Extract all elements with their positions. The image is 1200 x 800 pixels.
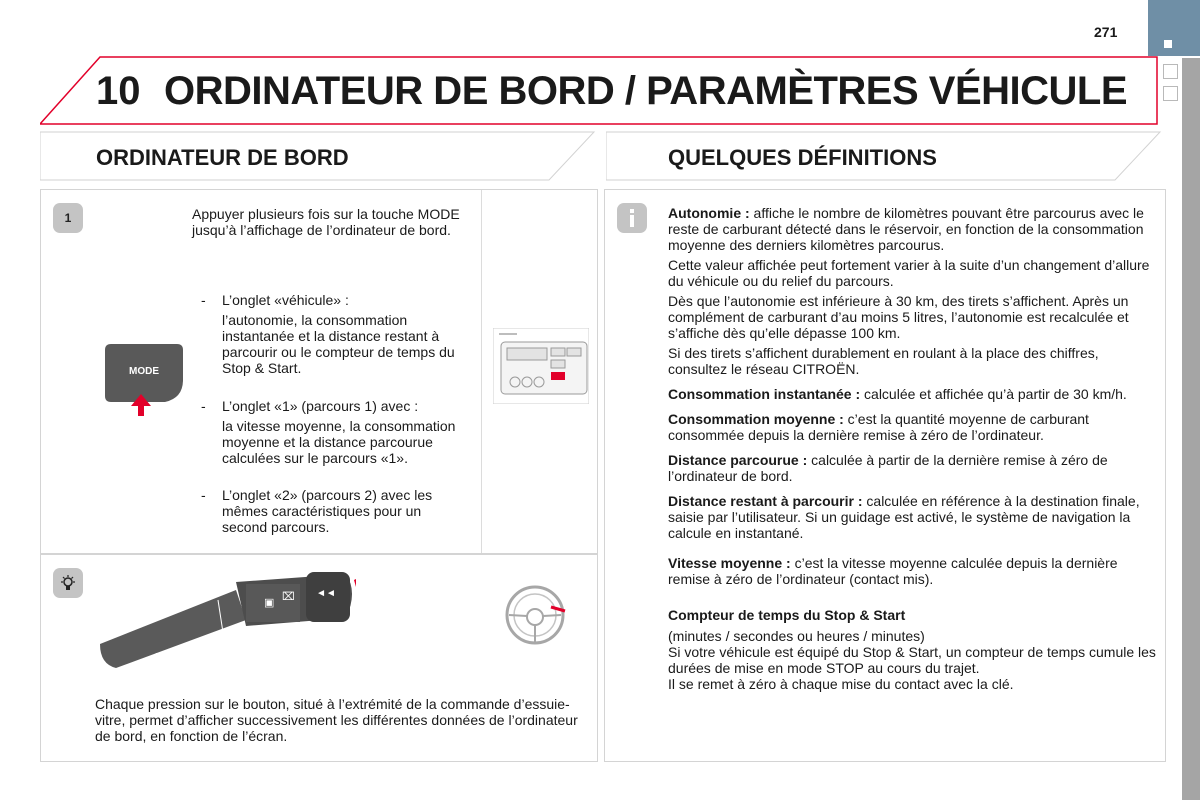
definition-text: Si des tirets s’affichent durablement en roulant à la place des chiffres, consultez le réseau CITROËN.: [668, 345, 1099, 377]
corner-tab: [1148, 0, 1200, 56]
stop-start-text: Si votre véhicule est équipé du Stop & Start, un compteur de temps cumule les durées de mise en mode STOP au cours du trajet.: [668, 644, 1156, 676]
definition-text: Dès que l’autonomie est inférieure à 30 km, des tirets s’affichent. Après un complément de carburant d’au moins 5 litres, l’autonomie est recalculée et s’affiche dès qu’elle dépasse 100 km.: [668, 293, 1129, 341]
corner-square: [1164, 40, 1172, 48]
definition-text: calculée en référence à la destination finale, saisie par l’utilisateur. Si un guidage est activé, le système de navigation la calcule en instantané.: [668, 493, 1140, 541]
definition-term: Consommation moyenne :: [668, 411, 844, 427]
list-item-title: L’onglet «2» (parcours 2) avec les mêmes caractéristiques pour un second parcours.: [222, 487, 433, 535]
panel-divider: [481, 190, 482, 553]
info-icon: [617, 203, 647, 233]
wiper-stalk-illustration: [96, 560, 356, 670]
definition-text: affiche le nombre de kilomètres pouvant être parcourus avec le reste de carburant détecté dans le réservoir, en fonction de la consommation moyenne des derniers kilomètres parcourus.: [668, 205, 1144, 253]
definition-text: calculée et affichée qu’à partir de 30 km/h.: [860, 386, 1127, 402]
step-badge-1: 1: [53, 203, 83, 233]
section-header-left: [40, 130, 596, 182]
stalk-auto-label: AUTO: [154, 653, 174, 660]
definition-distance-restant: [668, 493, 1158, 541]
definition-text: c’est la quantité moyenne de carburant consommée depuis la dernière remise à zéro de l’ordinateur.: [668, 411, 1089, 443]
definition-term: Vitesse moyenne :: [668, 555, 791, 571]
definition-note: [668, 293, 1158, 341]
step-badge-wiper: [53, 568, 83, 598]
step-1-panel: [40, 189, 598, 554]
svg-text:◄◄: ◄◄: [316, 588, 336, 599]
svg-text:⌧: ⌧: [282, 591, 295, 603]
tab-marker: [1163, 86, 1178, 101]
dashboard-radio-illustration: [493, 328, 589, 404]
definition-note: [668, 257, 1158, 289]
section-header-right: [606, 130, 1162, 182]
tab-marker: [1163, 64, 1178, 79]
svg-text:▣: ▣: [264, 597, 275, 609]
list-item-title: L’onglet «véhicule» :: [222, 292, 349, 308]
page-number: 271: [1094, 24, 1118, 40]
stop-start-reset: Il se remet à zéro à chaque mise du contact avec la clé.: [668, 676, 1014, 692]
chapter-title: ORDINATEUR DE BORD / PARAMÈTRES VÉHICULE: [164, 69, 1128, 113]
list-dash: -: [201, 487, 206, 503]
stop-start-units: (minutes / secondes ou heures / minutes): [668, 628, 925, 644]
step-2-text: Chaque pression sur le bouton, situé à l’extrémité de la commande d’essuie-vitre, permet d’afficher successivement les différentes données de l’ordinateur de bord, en fonction de l’écran.: [95, 696, 578, 744]
chapter-number: 10: [96, 69, 141, 113]
chapter-header: [40, 55, 1158, 125]
steering-wheel-icon: [503, 583, 567, 647]
light-bulb-icon: [59, 574, 77, 592]
definition-distance-parcourue: [668, 452, 1158, 484]
list-item-text: la vitesse moyenne, la consommation moyenne et la distance parcourue calculées sur le parcours «1».: [222, 418, 456, 466]
step-2-panel: [40, 554, 598, 762]
definition-vitesse-moyenne: [668, 555, 1158, 587]
definition-term: Distance parcourue :: [668, 452, 808, 468]
mode-button-label: MODE: [129, 366, 159, 377]
section-title-left: ORDINATEUR DE BORD: [96, 145, 349, 170]
list-item-title: L’onglet «1» (parcours 1) avec :: [222, 398, 419, 414]
step-1-intro: Appuyer plusieurs fois sur la touche MODE jusqu’à l’affichage de l’ordinateur de bord.: [192, 206, 460, 238]
definition-text: calculée à partir de la dernière remise à zéro de l’ordinateur de bord.: [668, 452, 1108, 484]
definition-autonomie: [668, 205, 1158, 253]
list-dash: -: [201, 292, 206, 308]
definition-term: Consommation instantanée :: [668, 386, 861, 402]
definition-term: Autonomie :: [668, 205, 750, 221]
chapter-side-bar: [1182, 58, 1200, 800]
definition-text: c’est la vitesse moyenne calculée depuis la dernière remise à zéro de l’ordinateur (contact mis).: [668, 555, 1118, 587]
section-title-right: QUELQUES DÉFINITIONS: [668, 145, 937, 170]
definition-text: Cette valeur affichée peut fortement varier à la suite d’un changement d’allure du véhicule ou du relief du parcours.: [668, 257, 1150, 289]
definitions-list: [668, 205, 1158, 692]
stop-start-heading: Compteur de temps du Stop & Start: [668, 607, 906, 623]
mode-button-illustration: [101, 340, 187, 416]
list-dash: -: [201, 398, 206, 414]
definition-term: Distance restant à parcourir :: [668, 493, 863, 509]
definition-consommation-moyenne: [668, 411, 1158, 443]
list-item-text: l’autonomie, la consommation instantanée et la distance restant à parcourir ou le compteur de temps du Stop & Start.: [222, 312, 455, 376]
definition-note: [668, 345, 1158, 377]
info-glyph: [626, 209, 638, 227]
definition-consommation-instantanee: [668, 386, 1158, 402]
